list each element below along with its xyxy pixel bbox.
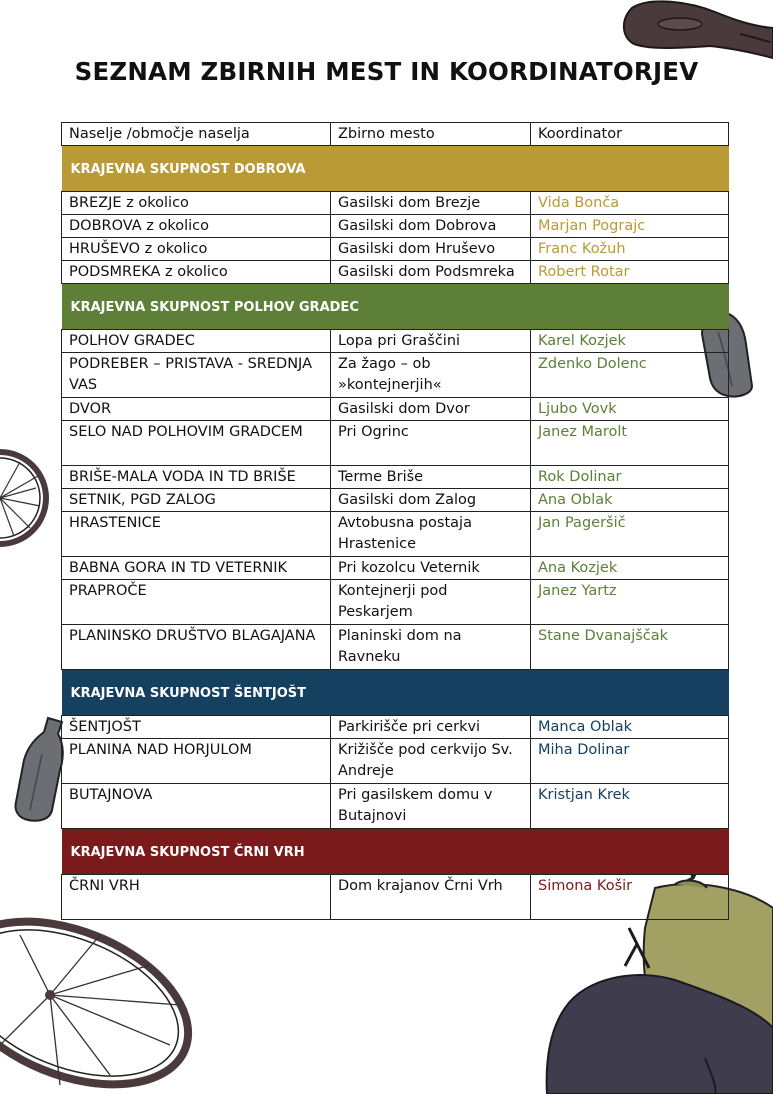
coordinator-cell: Robert Rotar <box>531 261 729 284</box>
place-cell: HRUŠEVO z okolico <box>62 238 331 261</box>
collection-point-cell: Pri Ogrinc <box>331 421 531 466</box>
place-cell: BABNA GORA IN TD VETERNIK <box>62 557 331 580</box>
place-cell: SELO NAD POLHOVIM GRADCEM <box>62 421 331 466</box>
place-cell: PRAPROČE <box>62 580 331 625</box>
wheel-left-illustration <box>0 436 52 560</box>
place-cell: PLANINSKO DRUŠTVO BLAGAJANA <box>62 625 331 670</box>
table-row <box>62 353 729 398</box>
header-coordinator: Koordinator <box>531 123 729 146</box>
collection-point-cell: Terme Briše <box>331 466 531 489</box>
table-row <box>62 215 729 238</box>
collection-point-cell: Za žago – ob »kontejnerjih« <box>331 353 531 398</box>
coordinator-cell: Janez Marolt <box>531 421 729 466</box>
place-cell: ČRNI VRH <box>62 875 331 920</box>
collection-point-cell: Pri gasilskem domu v Butajnovi <box>331 784 531 829</box>
section-header-polhov-gradec <box>62 284 729 330</box>
collection-point-cell: Parkirišče pri cerkvi <box>331 716 531 739</box>
coordinator-cell: Stane Dvanajščak <box>531 625 729 670</box>
bottle-left-illustration <box>8 714 68 824</box>
table-row <box>62 875 729 920</box>
collection-points-table <box>61 122 729 920</box>
place-cell: PODREBER – PRISTAVA - SREDNJA VAS <box>62 353 331 398</box>
page-title: SEZNAM ZBIRNIH MEST IN KOORDINATORJEV <box>74 57 699 86</box>
header-spot: Zbirno mesto <box>331 123 531 146</box>
table-row <box>62 625 729 670</box>
place-cell: SETNIK, PGD ZALOG <box>62 489 331 512</box>
collection-point-cell: Gasilski dom Podsmreka <box>331 261 531 284</box>
table-row <box>62 238 729 261</box>
place-cell: BREZJE z okolico <box>62 192 331 215</box>
collection-point-cell: Gasilski dom Zalog <box>331 489 531 512</box>
place-cell: PODSMREKA z okolico <box>62 261 331 284</box>
table-row <box>62 466 729 489</box>
section-title: KRAJEVNA SKUPNOST ČRNI VRH <box>62 829 729 875</box>
collection-point-cell: Gasilski dom Dvor <box>331 398 531 421</box>
collection-point-cell: Gasilski dom Hruševo <box>331 238 531 261</box>
table-row <box>62 739 729 784</box>
table-row <box>62 557 729 580</box>
table-row <box>62 784 729 829</box>
header-place: Naselje /območje naselja <box>62 123 331 146</box>
table-row <box>62 398 729 421</box>
coordinator-cell: Kristjan Krek <box>531 784 729 829</box>
table-body <box>62 123 729 920</box>
coordinator-cell: Ana Kozjek <box>531 557 729 580</box>
place-cell: BRIŠE-MALA VODA IN TD BRIŠE <box>62 466 331 489</box>
bottle-top-right-illustration <box>620 0 773 62</box>
table-row <box>62 716 729 739</box>
coordinator-cell: Marjan Pograjc <box>531 215 729 238</box>
coordinator-cell: Vida Bonča <box>531 192 729 215</box>
coordinator-cell: Karel Kozjek <box>531 330 729 353</box>
table-row <box>62 192 729 215</box>
coordinator-cell: Franc Kožuh <box>531 238 729 261</box>
table-header-row <box>62 123 729 146</box>
coordinator-cell: Janez Yartz <box>531 580 729 625</box>
coordinator-cell: Jan Pageršič <box>531 512 729 557</box>
collection-point-cell: Kontejnerji pod Peskarjem <box>331 580 531 625</box>
collection-point-cell: Avtobusna postaja Hrastenice <box>331 512 531 557</box>
section-title: KRAJEVNA SKUPNOST ŠENTJOŠT <box>62 670 729 716</box>
section-title: KRAJEVNA SKUPNOST POLHOV GRADEC <box>62 284 729 330</box>
section-header-crni-vrh <box>62 829 729 875</box>
table-row <box>62 421 729 466</box>
place-cell: PLANINA NAD HORJULOM <box>62 739 331 784</box>
section-header-dobrova <box>62 146 729 192</box>
collection-point-cell: Planinski dom na Ravneku <box>331 625 531 670</box>
collection-point-cell: Križišče pod cerkvijo Sv. Andreje <box>331 739 531 784</box>
table-row <box>62 330 729 353</box>
wheel-bottom-left-illustration <box>0 905 200 1094</box>
coordinator-cell: Rok Dolinar <box>531 466 729 489</box>
coordinator-cell: Simona Košir <box>531 875 729 920</box>
section-title: KRAJEVNA SKUPNOST DOBROVA <box>62 146 729 192</box>
place-cell: DVOR <box>62 398 331 421</box>
coordinator-cell: Ljubo Vovk <box>531 398 729 421</box>
place-cell: POLHOV GRADEC <box>62 330 331 353</box>
collection-point-cell: Dom krajanov Črni Vrh <box>331 875 531 920</box>
place-cell: DOBROVA z okolico <box>62 215 331 238</box>
collection-point-cell: Pri kozolcu Veternik <box>331 557 531 580</box>
table-row <box>62 261 729 284</box>
table-row <box>62 489 729 512</box>
coordinator-cell: Ana Oblak <box>531 489 729 512</box>
table-row <box>62 580 729 625</box>
coordinator-cell: Miha Dolinar <box>531 739 729 784</box>
section-header-sentjost <box>62 670 729 716</box>
place-cell: HRASTENICE <box>62 512 331 557</box>
coordinator-cell: Manca Oblak <box>531 716 729 739</box>
coordinator-cell: Zdenko Dolenc <box>531 353 729 398</box>
collection-point-cell: Gasilski dom Dobrova <box>331 215 531 238</box>
place-cell: BUTAJNOVA <box>62 784 331 829</box>
collection-point-cell: Gasilski dom Brezje <box>331 192 531 215</box>
place-cell: ŠENTJOŠT <box>62 716 331 739</box>
collection-point-cell: Lopa pri Graščini <box>331 330 531 353</box>
table-row <box>62 512 729 557</box>
